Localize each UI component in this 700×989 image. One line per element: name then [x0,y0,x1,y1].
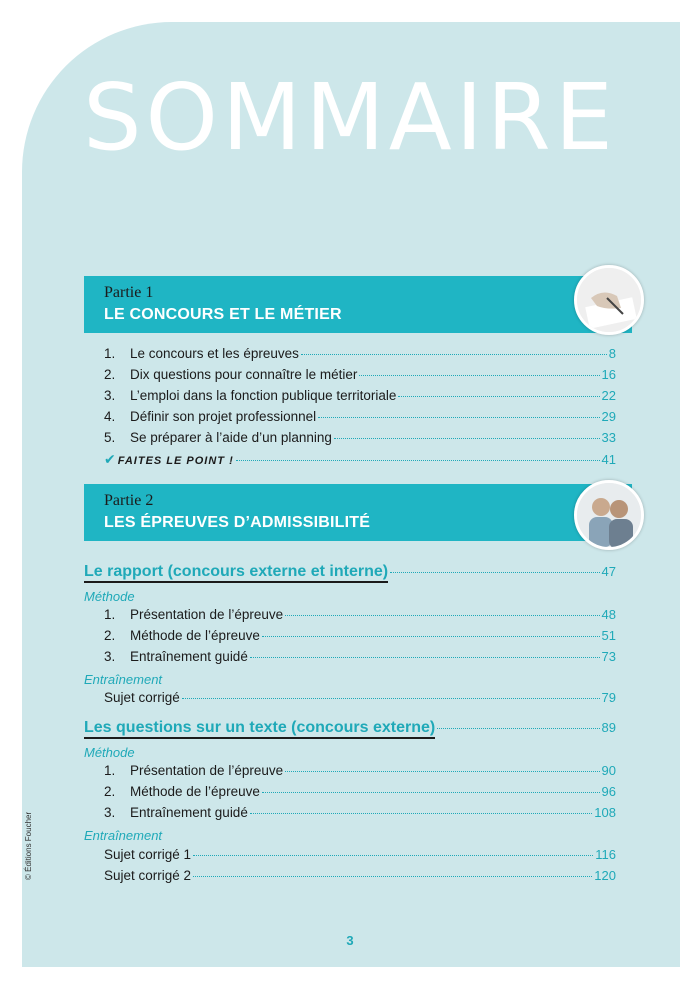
page-number: 3 [346,933,354,948]
partie-2-title: LES ÉPREUVES D’ADMISSIBILITÉ [104,514,371,531]
methode-label: Méthode [84,745,135,760]
toc-row[interactable]: 4. Définir son projet professionnel 29 [104,409,616,424]
methode-label: Méthode [84,589,135,604]
partie-2-banner [84,484,632,541]
toc-row[interactable]: Sujet corrigé 2 120 [104,868,616,883]
entrainement-label: Entraînement [84,828,163,843]
partie-1-label: Partie 1 [104,284,154,301]
toc-row[interactable]: 2. Méthode de l’épreuve 51 [104,628,616,643]
copyright-notice: © Éditions Foucher [24,811,33,880]
section-questions[interactable]: Les questions sur un texte (concours externe) 89 [84,719,616,743]
toc-row[interactable]: 1. Le concours et les épreuves 8 [104,346,616,361]
checkmark-icon: ✔ [104,451,116,467]
writing-hand-photo-icon [574,265,644,335]
entrainement-label: Entraînement [84,672,163,687]
section-rapport[interactable]: Le rapport (concours externe et interne) 47 [84,563,616,587]
partie-1-banner [84,276,632,333]
page-title: SOMMAIRE [83,64,617,171]
toc-row[interactable]: 1. Présentation de l’épreuve 48 [104,607,616,622]
toc-row[interactable]: Sujet corrigé 79 [104,690,616,705]
toc-row[interactable]: 3. Entraînement guidé 73 [104,649,616,664]
toc-row[interactable]: 1. Présentation de l’épreuve 90 [104,763,616,778]
partie-1-title: LE CONCOURS ET LE MÉTIER [104,306,342,323]
partie-2-label: Partie 2 [104,492,154,509]
toc-row[interactable]: Sujet corrigé 1 116 [104,847,616,862]
toc-row[interactable]: 2. Méthode de l’épreuve 96 [104,784,616,799]
toc-row[interactable]: 3. Entraînement guidé 108 [104,805,616,820]
toc-row[interactable]: 3. L’emploi dans la fonction publique territoriale 22 [104,388,616,403]
toc-row[interactable]: 5. Se préparer à l’aide d’un planning 33 [104,430,616,445]
toc-row[interactable]: 2. Dix questions pour connaître le métier 16 [104,367,616,382]
faites-le-point-row[interactable]: ✔ FAITES LE POINT ! 41 [104,451,616,467]
people-photo-icon [574,480,644,550]
